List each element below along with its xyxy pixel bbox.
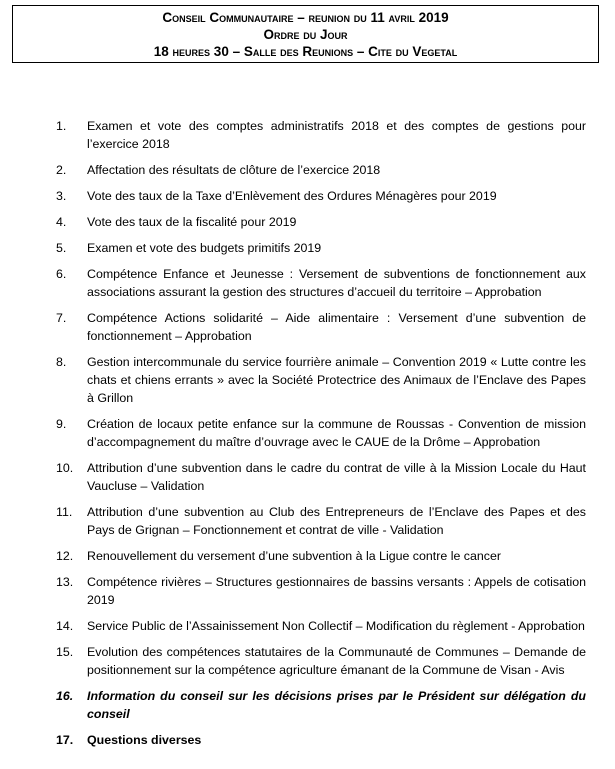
agenda-item-number: 16. (56, 689, 74, 703)
agenda-item-number: 6. (56, 267, 67, 281)
agenda-item-3 (56, 187, 586, 205)
agenda-item-number: 11. (56, 505, 73, 519)
agenda-item-text: Questions diverses (87, 733, 202, 747)
agenda-item-text: Compétence Enfance et Jeunesse : Versement de subventions de fonctionnement aux associations assurant la gestion des structures d’accueil du territoire – Approbation (87, 267, 586, 299)
agenda-item-4 (56, 213, 586, 231)
agenda-item-8 (56, 353, 586, 407)
agenda-item-number: 8. (56, 355, 67, 369)
agenda-item-text: Attribution d’une subvention dans le cadre du contrat de ville à la Mission Locale du Haut Vaucluse – Validation (87, 461, 586, 493)
agenda-item-number: 5. (56, 241, 67, 255)
agenda-item-number: 12. (56, 549, 74, 563)
agenda-item-text: Examen et vote des budgets primitifs 2019 (87, 241, 322, 255)
agenda-item-text: Création de locaux petite enfance sur la commune de Roussas - Convention de mission d’accompagnement du maître d’ouvrage avec le CAUE de la Drôme – Approbation (87, 417, 586, 449)
agenda-item-number: 7. (56, 311, 67, 325)
agenda-item-2 (56, 161, 586, 179)
agenda-item-7 (56, 309, 586, 345)
agenda-item-12 (56, 547, 586, 565)
agenda-item-number: 3. (56, 189, 67, 203)
agenda-item-text: Vote des taux de la Taxe d’Enlèvement des Ordures Ménagères pour 2019 (87, 189, 497, 203)
agenda-item-number: 2. (56, 163, 67, 177)
agenda-item-number: 13. (56, 575, 74, 589)
meeting-title: Conseil Communautaire – reunion du 11 avril 2019 (162, 10, 449, 25)
agenda-item-13 (56, 573, 586, 609)
agenda-item-text: Compétence Actions solidarité – Aide alimentaire : Versement d’une subvention de fonctionnement – Approbation (87, 311, 586, 343)
agenda-item-10 (56, 459, 586, 495)
agenda-item-number: 1. (56, 119, 67, 133)
agenda-item-number: 9. (56, 417, 67, 431)
meeting-time-location: 18 heures 30 – Salle des Reunions – Cite du Vegetal (153, 44, 458, 59)
agenda-item-number: 4. (56, 215, 67, 229)
agenda-item-number: 14. (56, 619, 74, 633)
agenda-item-17 (56, 731, 586, 749)
agenda-item-text: Examen et vote des comptes administratifs 2018 et des comptes de gestions pour l’exercice 2018 (87, 119, 586, 151)
agenda-item-number: 10. (56, 461, 74, 475)
agenda-item-text: Information du conseil sur les décisions prises par le Président sur délégation du conseil (87, 689, 586, 721)
agenda-item-11 (56, 503, 586, 539)
agenda-item-16 (56, 687, 586, 723)
agenda-heading: Ordre du Jour (263, 27, 348, 42)
agenda-item-number: 17. (56, 733, 74, 747)
agenda-header (12, 5, 599, 63)
agenda-item-14 (56, 617, 586, 635)
agenda-item-1 (56, 117, 586, 153)
agenda-item-text: Attribution d’une subvention au Club des Entrepreneurs de l’Enclave des Papes et des Pays de Grignan – Fonctionnement et contrat de ville - Validation (87, 505, 586, 537)
agenda-item-text: Gestion intercommunale du service fourrière animale – Convention 2019 « Lutte contre les chats et chiens errants » avec la Société Protectrice des Animaux de l’Enclave des Papes à Grillon (87, 355, 586, 405)
agenda-item-text: Affectation des résultats de clôture de l’exercice 2018 (87, 163, 381, 177)
agenda-item-text: Service Public de l’Assainissement Non Collectif – Modification du règlement - Approbation (87, 619, 585, 633)
agenda-item-5 (56, 239, 586, 257)
agenda-item-number: 15. (56, 645, 74, 659)
agenda-item-6 (56, 265, 586, 301)
agenda-item-text: Vote des taux de la fiscalité pour 2019 (87, 215, 297, 229)
agenda-item-text: Renouvellement du versement d’une subvention à la Ligue contre le cancer (87, 549, 501, 563)
agenda-item-9 (56, 415, 586, 451)
agenda-item-text: Evolution des compétences statutaires de la Communauté de Communes – Demande de positionnement sur la compétence agriculture émanant de la Commune de Visan - Avis (87, 645, 586, 677)
agenda-item-15 (56, 643, 586, 679)
agenda-item-text: Compétence rivières – Structures gestionnaires de bassins versants : Appels de cotisation 2019 (87, 575, 586, 607)
agenda-list (56, 117, 586, 757)
